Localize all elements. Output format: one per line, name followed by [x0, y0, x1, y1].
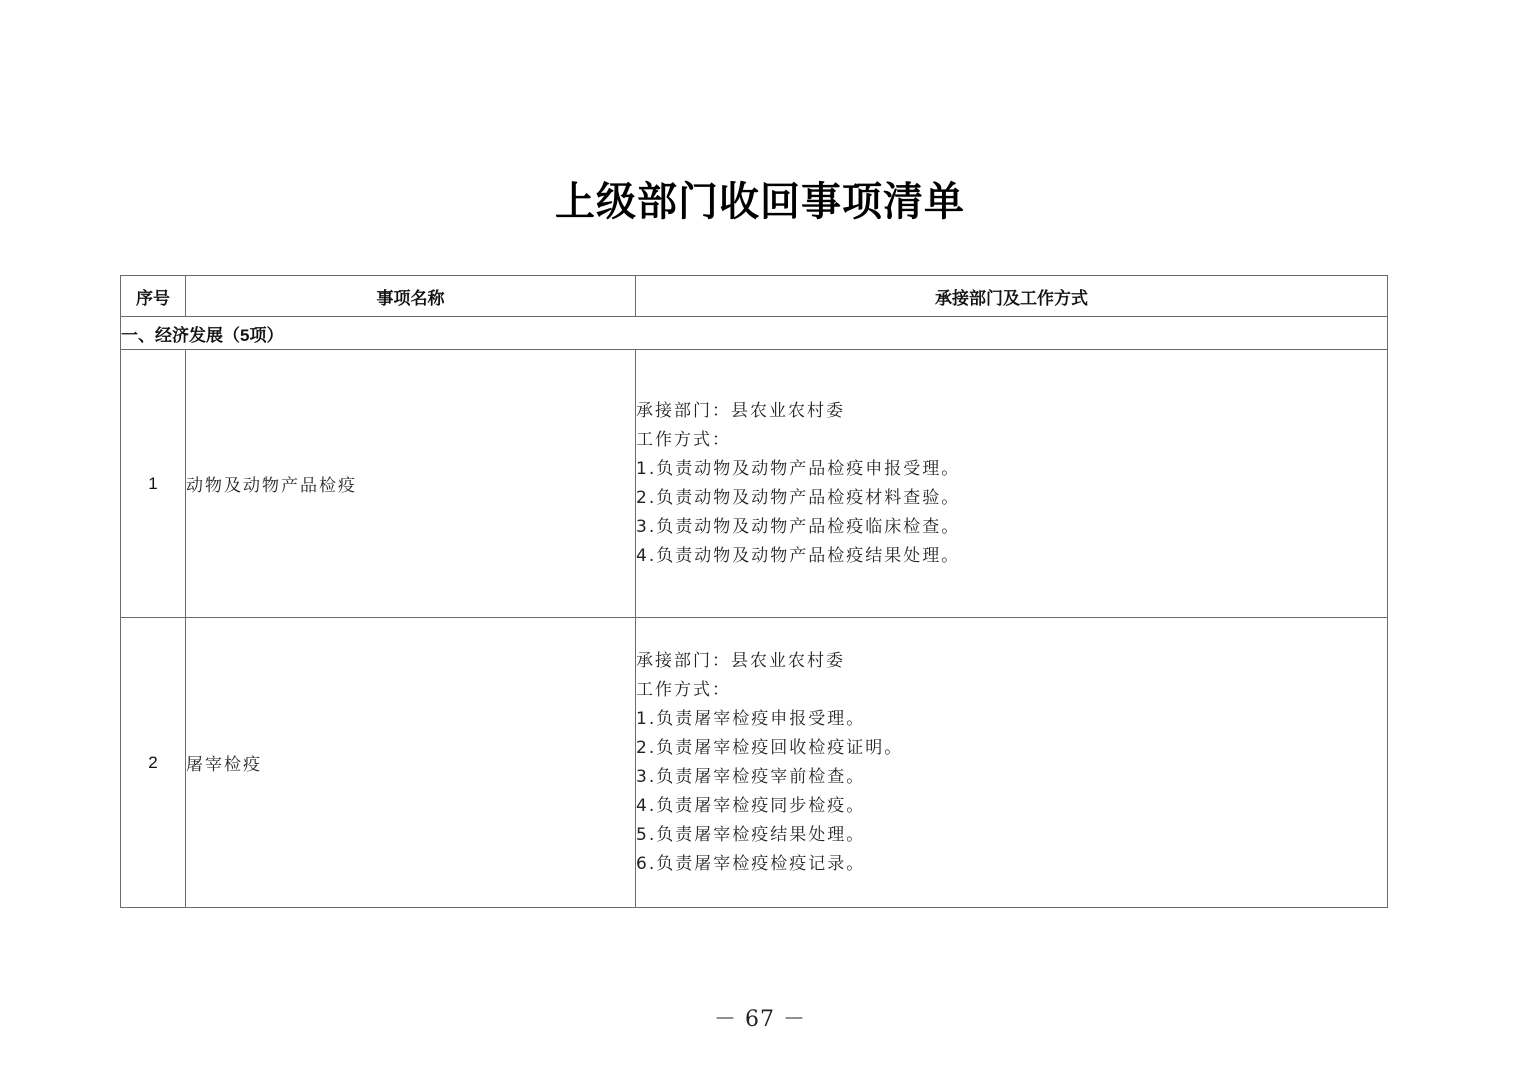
work-line: 工作方式： [636, 679, 731, 700]
work-line: 承接部门：县农业农村委 [636, 650, 845, 671]
work-line: 6.负责屠宰检疫检疫记录。 [636, 853, 866, 874]
table-header-row [121, 276, 1388, 317]
row-item-name: 屠宰检疫 [186, 618, 636, 908]
row-item-name: 动物及动物产品检疫 [186, 350, 636, 618]
header-item-name: 事项名称 [186, 276, 636, 317]
section-row [121, 317, 1388, 350]
work-line: 1.负责动物及动物产品检疫申报受理。 [636, 458, 961, 479]
row-work-details [636, 618, 1388, 908]
table-row [121, 350, 1388, 618]
work-line: 2.负责动物及动物产品检疫材料查验。 [636, 487, 961, 508]
work-line: 3.负责屠宰检疫宰前检查。 [636, 766, 866, 787]
work-line: 承接部门：县农业农村委 [636, 400, 845, 421]
row-work-details [636, 350, 1388, 618]
work-line: 1.负责屠宰检疫申报受理。 [636, 708, 866, 729]
row-seq: 1 [121, 350, 186, 618]
work-line: 2.负责屠宰检疫回收检疫证明。 [636, 737, 904, 758]
table-row [121, 618, 1388, 908]
header-seq: 序号 [121, 276, 186, 317]
row-seq: 2 [121, 618, 186, 908]
header-department-method: 承接部门及工作方式 [636, 276, 1388, 317]
work-line: 工作方式： [636, 429, 731, 450]
work-line: 4.负责动物及动物产品检疫结果处理。 [636, 545, 961, 566]
work-line: 4.负责屠宰检疫同步检疫。 [636, 795, 866, 816]
section-title: 一、经济发展（5项） [121, 317, 1388, 350]
items-table [120, 275, 1388, 908]
page-title: 上级部门收回事项清单 [555, 178, 965, 225]
work-line: 3.负责动物及动物产品检疫临床检查。 [636, 516, 961, 537]
page-number: － 67 － [714, 1007, 806, 1032]
work-line: 5.负责屠宰检疫结果处理。 [636, 824, 866, 845]
